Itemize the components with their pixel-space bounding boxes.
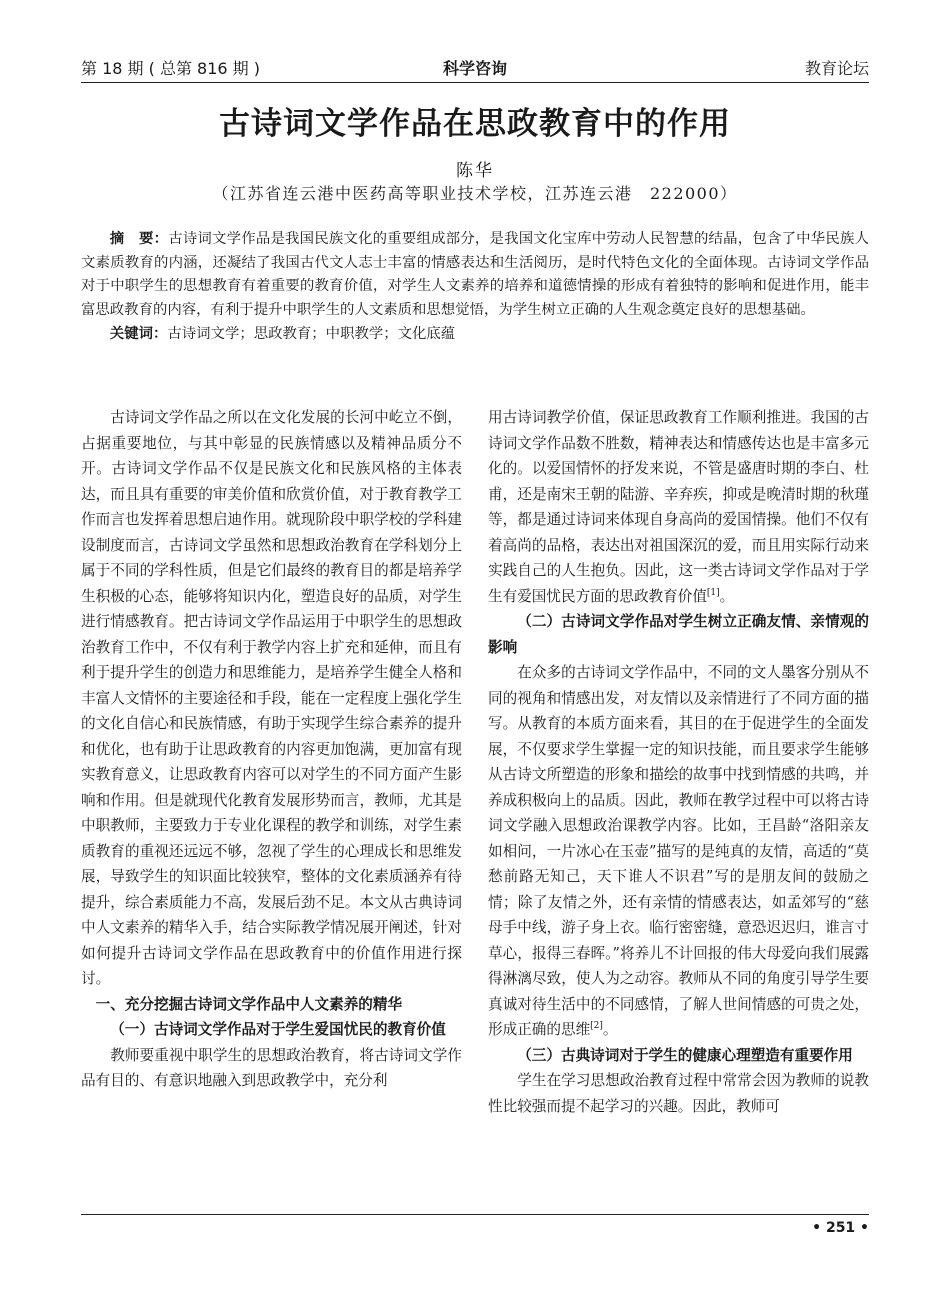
body-paragraph: 教师要重视中职学生的思想政治教育，将古诗词文学作品有目的、有意识地融入到思政教学中，充分利 [81,1046,462,1089]
subsection-heading-1-1: （一）古诗词文学作品对于学生爱国忧民的教育价值 [110,1021,446,1038]
body-paragraph [488,660,869,1043]
sentence-end: 。 [719,587,735,605]
abstract-paragraph [81,228,869,322]
author-name: 陈华 [456,161,494,181]
sentence-end: 。 [602,1021,618,1038]
left-column [81,405,462,1094]
right-column [488,405,869,1119]
citation-ref-1: [1] [706,587,720,598]
abstract-text: 古诗词文学作品是我国民族文化的重要组成部分，是我国文化宝库中劳动人民智慧的结晶，包含了中华民族人文素质教育的内涵，还凝结了我国古代文人志士丰富的情感表达和生活阅历，是时代特色文化的全面体现。古诗词文学作品对于中职学生的思想教育有着重要的教育价值，对学生人文素养的培养和道德情操的形成有着独特的影响和促进作用，能丰富思政教育的内容，有利于提升中职学生的人文素质和思想觉悟，为学生树立正确的人生观念奠定良好的思想基础。 [81,231,869,318]
journal-name: 科学咨询 [442,59,508,78]
footer-divider [81,1214,869,1215]
subsection-heading-1-3: （三）古典诗词对于学生的健康心理塑造有重要作用 [517,1046,853,1064]
section-name: 教育论坛 [804,59,869,78]
page-number: • 251 • [812,1220,869,1236]
section-heading-1: 一、充分挖掘古诗词文学作品中人文素养的精华 [95,995,403,1013]
keywords-paragraph [81,323,869,347]
citation-ref-2: [2] [590,1021,603,1032]
keywords-text: 古诗词文学；思政教育；中职教学；文化底蕴 [167,326,456,342]
paper-title: 古诗词文学作品在思政教育中的作用 [219,106,731,142]
intro-paragraph: 古诗词文学作品之所以在文化发展的长河中屹立不倒，占据重要地位，与其中彰显的民族情感以及精神品质分不开。古诗词文学作品不仅是民族文化和民族风格的主体表达，而且具有重要的审美价值和欣赏价值，对于教育教学工作而言也发挥着思想启迪作用。就现阶段中职学校的学科建设制度而言，古诗词文学虽然和思想政治教育在学科划分上属于不同的学科性质，但是它们最终的教育目的都是培养学生积极的心态，能够将知识内化，塑造良好的品质，对学生进行情感教育。把古诗词文学作品运用于中职学生的思想政治教育工作中，不仅有利于教学内容上扩充和延伸，而且有利于提升学生的创造力和思维能力，是培养学生健全人格和丰富人文情怀的主要途径和手段，能在一定程度上强化学生的文化自信心和民族情感，有助于实现学生综合素养的提升和优化，也有助于让思政教育的内容更加饱满，更加富有现实教育意义，让思政教育内容可以对学生的不同方面产生影响和作用。但是就现代化教育发展形势而言，教师，尤其是中职教师，主要致力于专业化课程的教学和训练，对学生素质教育的重视还远远不够，忽视了学生的心理成长和思维发展，导致学生的知识面比较狭窄，整体的文化素质涵养有待提升，综合素质能力不高，发展后劲不足。本文从古典诗词中人文素养的精华入手，结合实际教学情况展开阐述，针对如何提升古诗词文学作品在思政教育中的价值作用进行探讨。 [81,409,462,987]
body-text: 在众多的古诗词文学作品中，不同的文人墨客分别从不同的视角和情感出发，对友情以及亲情进行了不同方面的描写。从教育的本质方面来看，其目的在于促进学生的全面发展，不仅要求学生掌握一定的知识技能，而且要求学生能够从古诗文所塑造的形象和描绘的故事中找到情感的共鸣，并养成积极向上的品质。因此，教师在教学过程中可以将古诗词文学融入思想政治课教学内容。比如，王昌龄“洛阳亲友如相问，一片冰心在玉壶”描写的是纯真的友情，高适的“莫愁前路无知己，天下谁人不识君”写的是朋友间的鼓励之情；除了友情之外，还有亲情的情感表达，如孟郊写的“慈母手中线，游子身上衣。临行密密缝，意恐迟迟归，谁言寸草心，报得三春晖。”将养儿不计回报的伟大母爱向我们展露得淋漓尽致，使人为之动容。教师从不同的角度引导学生要真诚对待生活中的不同感情，了解人世间情感的可贵之处，形成正确的思维 [488,664,869,1038]
body-paragraph-continued [488,405,869,609]
issue-number: 第 18 期 ( 总第 816 期 ) [81,59,260,78]
subsection-heading-1-2: （二）古诗词文学作品对学生树立正确友情、亲情观的影响 [488,613,869,656]
keywords-label: 关键词： [109,326,168,342]
body-text: 用古诗词教学价值，保证思政教育工作顺利推进。我国的古诗词文学作品数不胜数，精神表达和情感传达也是丰富多元化的。以爱国情怀的抒发来说，不管是盛唐时期的李白、杜甫，还是南宋王朝的陆游、辛弃疾，抑或是晚清时期的秋瑾等，都是通过诗词来体现自身高尚的爱国情操。他们不仅有着高尚的品格，表达出对祖国深沉的爱，而且用实际行动来实践自己的人生抱负。因此，这一类古诗词文学作品对于学生有爱国忧民方面的思政教育价值 [488,409,869,605]
abstract-label: 摘 要： [109,231,169,247]
body-paragraph: 学生在学习思想政治教育过程中常常会因为教师的说教性比较强而提不起学习的兴趣。因此，教师可 [488,1072,869,1115]
abstract-block [81,228,869,347]
author-affiliation: （江苏省连云港中医药高等职业技术学校，江苏连云港 222000） [212,184,738,203]
running-header [81,52,869,83]
